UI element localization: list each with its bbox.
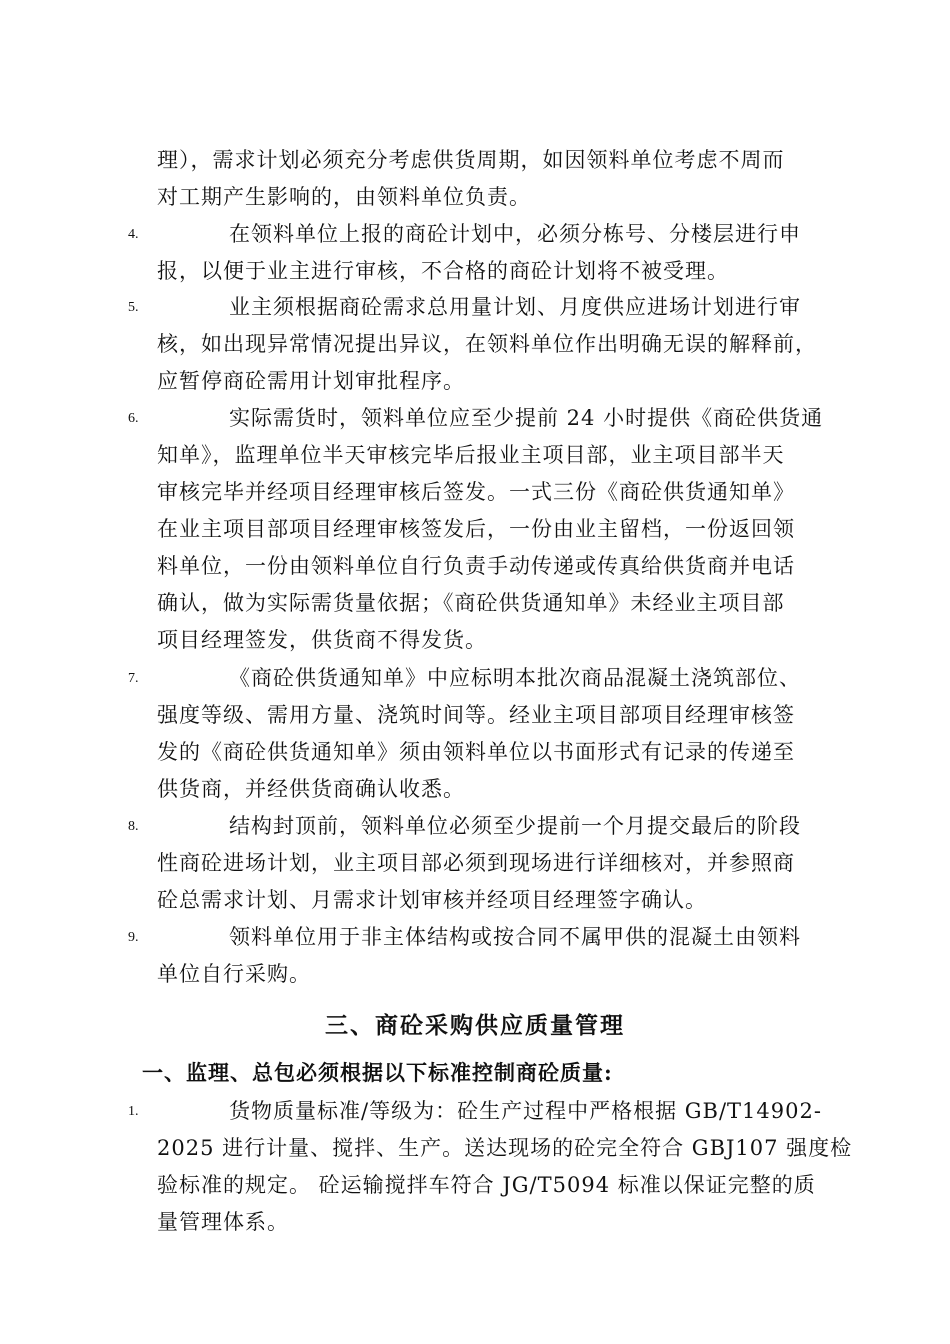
paragraph-line: 性商砼进场计划，业主项目部必须到现场进行详细核对，并参照商	[157, 851, 795, 875]
paragraph-line: 领料单位用于非主体结构或按合同不属甲供的混凝土由领料	[229, 925, 801, 949]
paragraph-line: 理），需求计划必须充分考虑供货周期，如因领料单位考虑不周而	[157, 148, 785, 172]
section-heading: 三、商砼采购供应质量管理	[325, 1012, 625, 1039]
paragraph-line: 应暂停商砼需用计划审批程序。	[157, 369, 465, 393]
paragraph-line: 核，如出现异常情况提出异议，在领料单位作出明确无误的解释前，	[157, 332, 817, 356]
paragraph-line: 《商砼供货通知单》中应标明本批次商品混凝土浇筑部位、	[229, 666, 801, 690]
paragraph-line: 业主须根据商砼需求总用量计划、月度供应进场计划进行审	[229, 295, 801, 319]
paragraph-line: 货物质量标准/等级为：砼生产过程中严格根据 GB/T14902-	[229, 1099, 822, 1123]
paragraph-line: 强度等级、需用方量、浇筑时间等。经业主项目部项目经理审核签	[157, 703, 795, 727]
paragraph-line: 审核完毕并经项目经理审核后签发。一式三份《商砼供货通知单》	[157, 480, 795, 504]
paragraph-line: 料单位，一份由领料单位自行负责手动传递或传真给供货商并电话	[157, 554, 795, 578]
paragraph-line: 项目经理签发，供货商不得发货。	[157, 628, 487, 652]
list-item-number: 7.	[128, 671, 139, 686]
paragraph-line: 实际需货时，领料单位应至少提前 24 小时提供《商砼供货通	[229, 406, 824, 430]
paragraph-line: 砼总需求计划、月需求计划审核并经项目经理签字确认。	[157, 888, 707, 912]
list-item-number: 5.	[128, 300, 139, 315]
paragraph-line: 确认，做为实际需货量依据；《商砼供货通知单》未经业主项目部	[157, 591, 785, 615]
paragraph-line: 结构封顶前，领料单位必须至少提前一个月提交最后的阶段	[229, 814, 801, 838]
list-item-number: 8.	[128, 819, 139, 834]
paragraph-line: 在领料单位上报的商砼计划中，必须分栋号、分楼层进行申	[229, 222, 801, 246]
paragraph-line: 对工期产生影响的，由领料单位负责。	[157, 185, 531, 209]
paragraph-line: 知单》，监理单位半天审核完毕后报业主项目部，业主项目部半天	[157, 443, 785, 467]
paragraph-line: 报，以便于业主进行审核，不合格的商砼计划将不被受理。	[157, 259, 729, 283]
list-item-number: 6.	[128, 411, 139, 426]
paragraph-line: 2025 进行计量、搅拌、生产。送达现场的砼完全符合 GBJ107 强度检	[157, 1136, 853, 1160]
sub-heading: 一、监理、总包必须根据以下标准控制商砼质量:	[142, 1060, 613, 1085]
paragraph-line: 在业主项目部项目经理审核签发后，一份由业主留档，一份返回领	[157, 517, 795, 541]
list-item-number: 1.	[128, 1104, 139, 1119]
paragraph-line: 验标准的规定。 砼运输搅拌车符合 JG/T5094 标准以保证完整的质	[157, 1173, 816, 1197]
paragraph-line: 量管理体系。	[157, 1210, 289, 1234]
paragraph-line: 单位自行采购。	[157, 962, 311, 986]
list-item-number: 9.	[128, 930, 139, 945]
list-item-number: 4.	[128, 227, 139, 242]
paragraph-line: 供货商，并经供货商确认收悉。	[157, 777, 465, 801]
paragraph-line: 发的《商砼供货通知单》须由领料单位以书面形式有记录的传递至	[157, 740, 795, 764]
